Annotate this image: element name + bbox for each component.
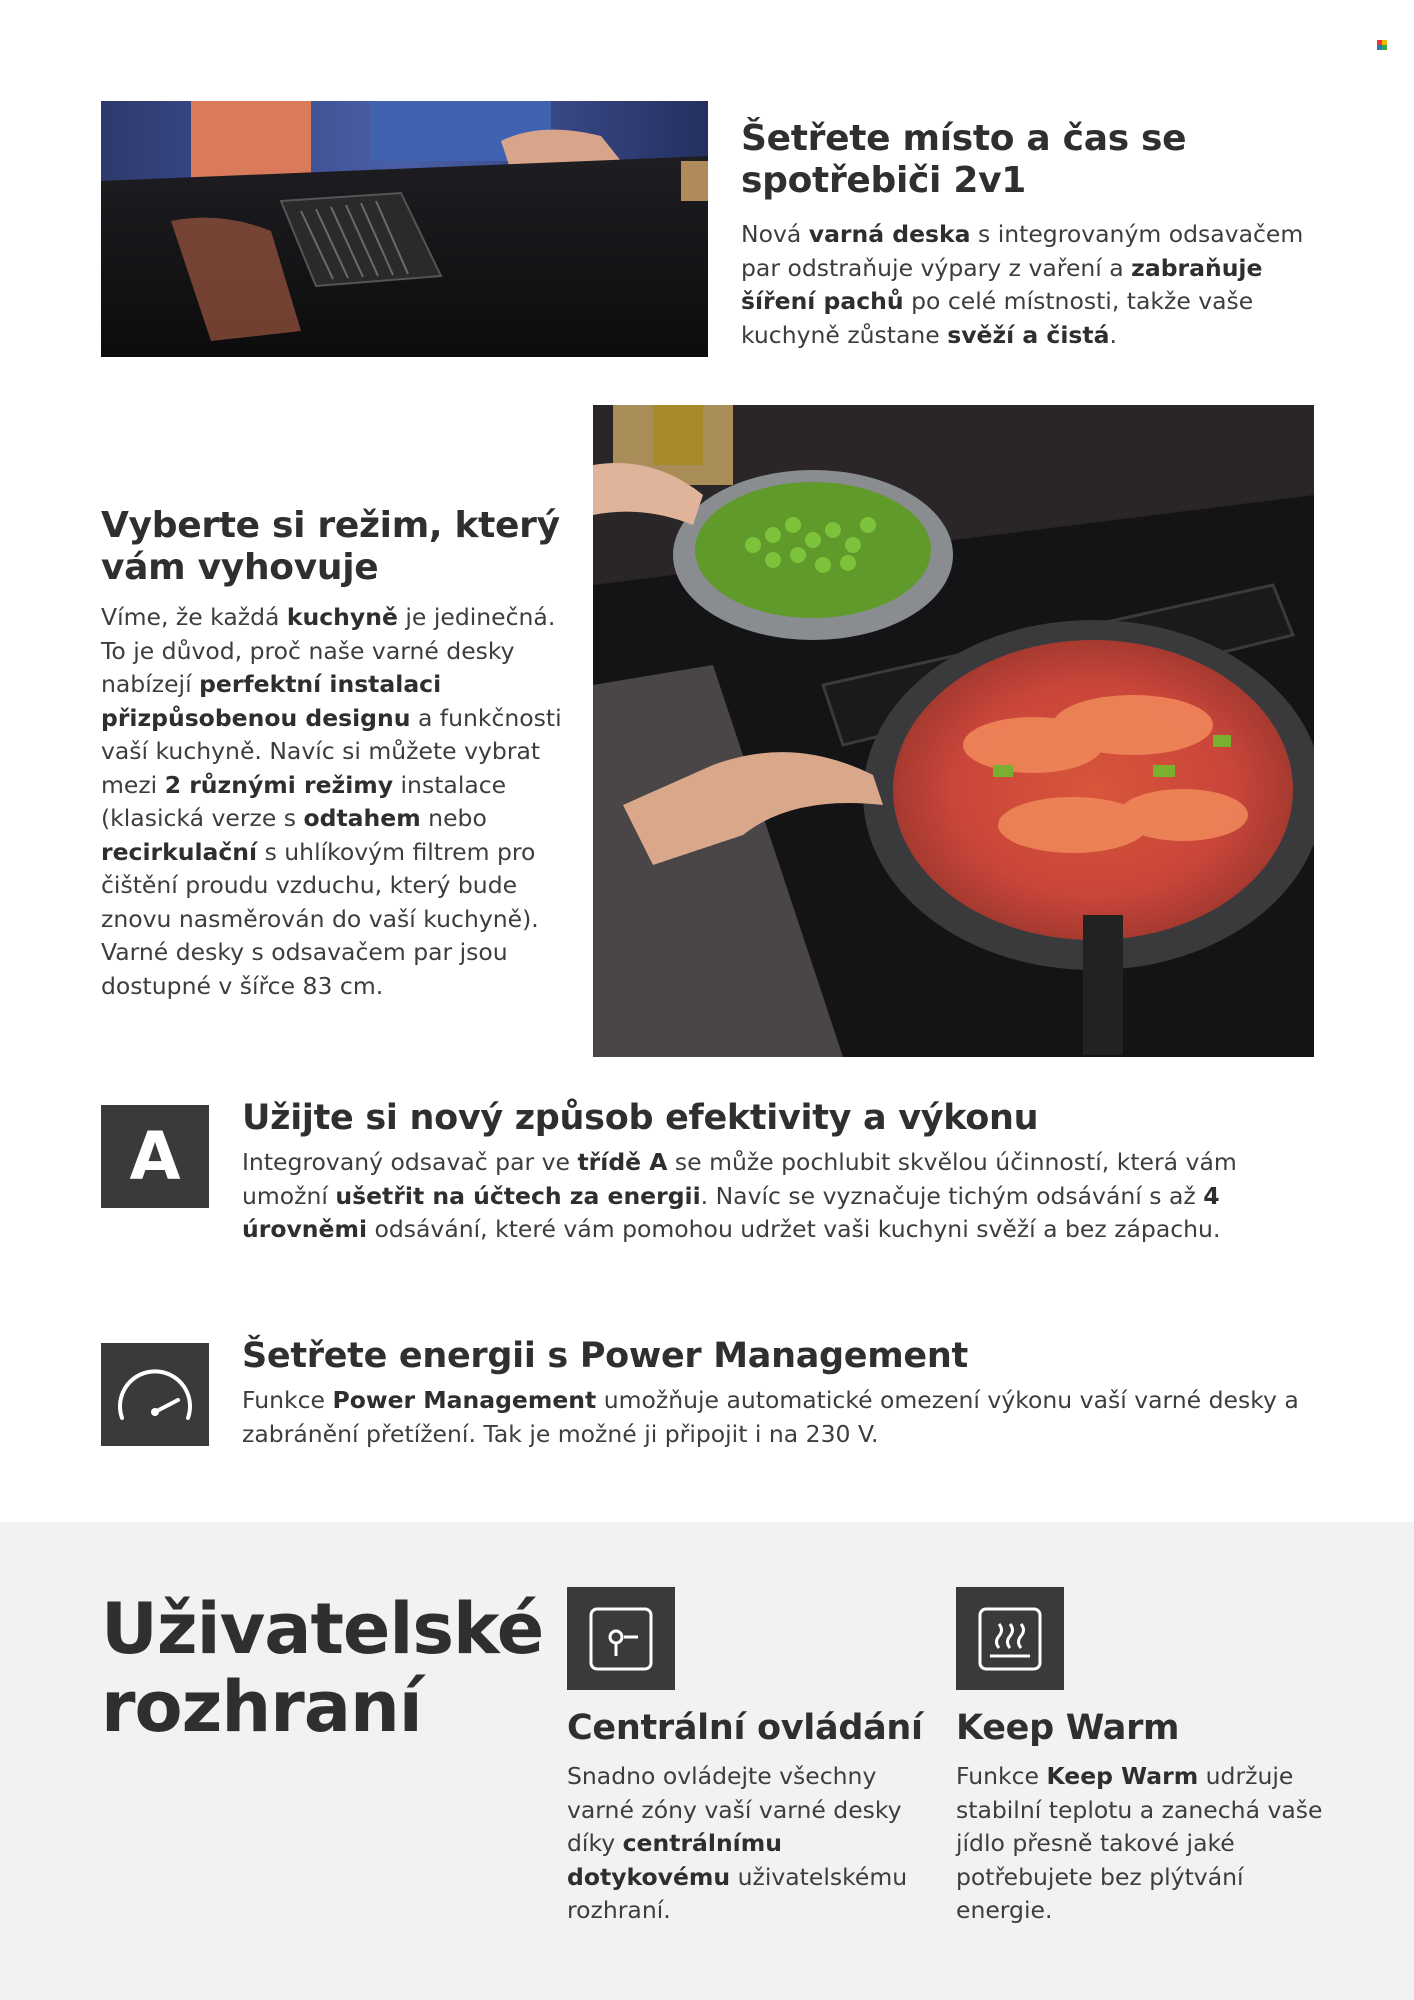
text-segment: Nová bbox=[741, 220, 809, 248]
bold-text: varná deska bbox=[808, 220, 971, 248]
section2-title: Vyberte si režim, který vám vyhovuje bbox=[101, 505, 560, 588]
text-segment: . bbox=[1109, 320, 1117, 349]
text-segment: a funkčnosti vaší kuchyně. Navíc si můžete vybrat mezi bbox=[101, 703, 562, 799]
feature2-text bbox=[956, 1760, 1346, 1928]
bold-text: zabraňuje šíření pachů bbox=[741, 253, 1263, 315]
text-segment: je jedinečná. To je důvod, proč naše varné desky nabízejí bbox=[101, 603, 556, 698]
section2-text bbox=[101, 601, 571, 1003]
text-segment: udržuje stabilní teplotu a zanechá vaše jídlo přesně takové jaké potřebujete bez plýtvání energie. bbox=[956, 1762, 1323, 1924]
bold-text: Keep Warm bbox=[1046, 1762, 1199, 1790]
energy-class-badge: A bbox=[101, 1105, 209, 1208]
text-segment: po celé místnosti, takže vaše kuchyně zůstane bbox=[741, 287, 1254, 349]
bold-text: Power Management bbox=[332, 1386, 597, 1414]
text-segment: Funkce bbox=[956, 1762, 1047, 1790]
corner-logo bbox=[1377, 40, 1387, 50]
user-interface-heading: Uživatelské rozhraní bbox=[101, 1588, 544, 1748]
bold-text: odtahem bbox=[303, 804, 421, 832]
bold-text: perfektní instalaci přizpůsobenou designu bbox=[101, 670, 442, 732]
touch-control-icon bbox=[567, 1587, 675, 1690]
gauge-icon bbox=[101, 1343, 209, 1446]
section3-text bbox=[242, 1146, 1322, 1247]
section4-text bbox=[242, 1384, 1322, 1451]
text-segment: s integrovaným odsavačem par odstraňuje výpary z vaření a bbox=[741, 220, 1304, 282]
section1-title: Šetřete místo a čas se spotřebiči 2v1 bbox=[741, 118, 1187, 201]
feature2-title: Keep Warm bbox=[956, 1708, 1180, 1748]
bold-text: recirkulační bbox=[101, 837, 258, 866]
text-segment: Víme, že každá bbox=[101, 603, 287, 631]
hob-extractor-photo bbox=[101, 101, 708, 357]
bold-text: 4 úrovněmi bbox=[242, 1181, 1220, 1243]
text-segment: odsávání, které vám pomohou udržet vaši kuchyni svěží a bez zápachu. bbox=[367, 1215, 1221, 1243]
text-segment: Integrovaný odsavač par ve bbox=[242, 1148, 578, 1176]
text-segment: Snadno ovládejte všechny varné zóny vaší varné desky díky bbox=[567, 1762, 902, 1857]
text-segment: s uhlíkovým filtrem pro čištění proudu vzduchu, který bude znovu nasměrován do vaší kuchyně). Varné desky s odsavačem par jsou dostupné v šířce 83 cm. bbox=[101, 837, 539, 1000]
feature1-title: Centrální ovládání bbox=[567, 1708, 923, 1748]
section1-text bbox=[741, 218, 1331, 352]
text-segment: nebo bbox=[420, 804, 487, 832]
bold-text: třídě A bbox=[577, 1148, 668, 1176]
cooking-pans-photo bbox=[593, 405, 1314, 1057]
text-segment: se může pochlubit skvělou účinností, která vám umožní bbox=[242, 1148, 1237, 1210]
bold-text: kuchyně bbox=[286, 603, 398, 631]
bold-text: svěží a čistá bbox=[947, 320, 1110, 349]
bold-text: 2 různými režimy bbox=[164, 770, 394, 799]
feature1-text bbox=[567, 1760, 947, 1928]
text-segment: . Navíc se vyznačuje tichým odsávání s až bbox=[700, 1181, 1204, 1210]
keep-warm-icon bbox=[956, 1587, 1064, 1690]
text-segment: instalace (klasická verze s bbox=[101, 770, 507, 832]
text-segment: umožňuje automatické omezení výkonu vaší varné desky a zabránění přetížení. Tak je možné ji připojit i na 230 V. bbox=[242, 1386, 1299, 1448]
section4-title: Šetřete energii s Power Management bbox=[242, 1336, 968, 1376]
text-segment: Funkce bbox=[242, 1386, 333, 1414]
bold-text: ušetřit na účtech za energii bbox=[335, 1181, 701, 1210]
bold-text: centrálnímu dotykovému bbox=[567, 1829, 782, 1891]
section3-title: Užijte si nový způsob efektivity a výkonu bbox=[242, 1098, 1039, 1138]
text-segment: uživatelskému rozhraní. bbox=[567, 1862, 908, 1924]
